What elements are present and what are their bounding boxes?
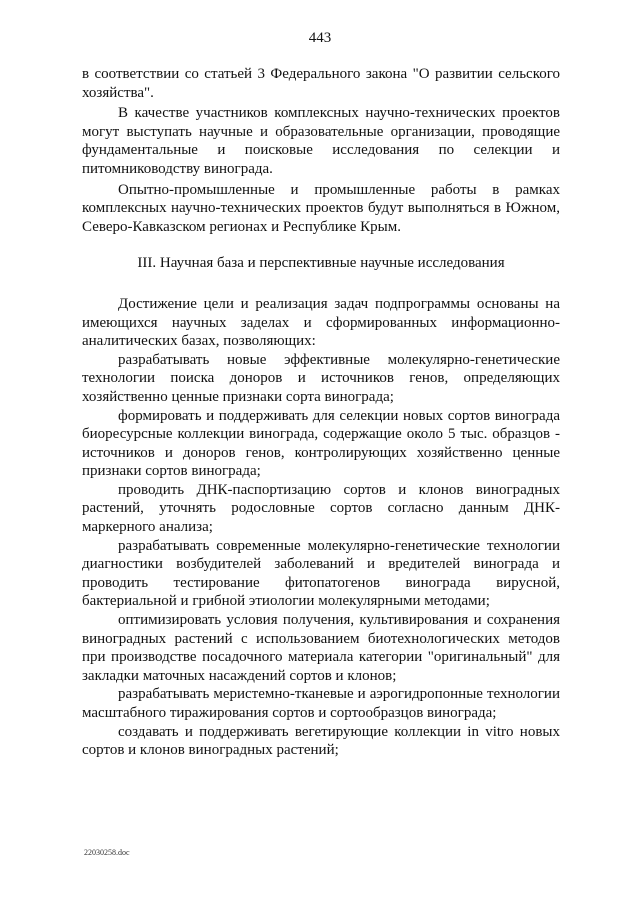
list-item: проводить ДНК-паспортизацию сортов и клонов виноградных растений, уточнять родословные сортов согласно данным ДНК-маркерного анализа; [82,481,560,536]
page-number: 443 [308,30,332,46]
list-item: создавать и поддерживать вегетирующие коллекции in vitro новых сортов и клонов виноградных растений; [82,723,560,759]
paragraph: в соответствии со статьей 3 Федерального закона "О развитии сельского хозяйства". [82,66,560,101]
section-heading: III. Научная база и перспективные научные исследования [137,255,505,272]
list-item: разрабатывать меристемно-тканевые и аэрогидропонные технологии масштабного тиражирования сортов и сортообразцов винограда; [82,686,560,721]
footer-filename: 22030258.doc [84,848,130,857]
paragraph: Опытно-промышленные и промышленные работы в рамках комплексных научно-технических проектов будут выполняться в Южном, Северо-Кавказском регионах и Республике Крым. [82,181,560,235]
paragraph: Достижение цели и реализация задач подпрограммы основаны на имеющихся научных заделах и сформированных информационно-аналитических базах, позволяющих: [82,295,560,350]
list-item: формировать и поддерживать для селекции новых сортов винограда биоресурсные коллекции винограда, содержащие около 5 тыс. образцов - источников и доноров генов, контролирующих хозяйственно ценные признаки сортов винограда; [82,407,560,480]
list-item: разрабатывать современные молекулярно-генетические технологии диагностики возбудителей заболеваний и вредителей винограда и проводить тестирование фитопатогенов винограда вирусной, бактериальной и грибной этиологии молекулярными методами; [82,537,560,610]
list-item: оптимизировать условия получения, культивирования и сохранения виноградных растений с использованием биотехнологических методов при производстве посадочного материала категории "оригинальный" для закладки маточных насаждений сортов и клонов; [82,612,560,684]
document-body [82,65,560,760]
list-item: разрабатывать новые эффективные молекулярно-генетические технологии поиска доноров и источников генов, определяющих хозяйственно ценные признаки сорта винограда; [82,351,560,405]
paragraph: В качестве участников комплексных научно-технических проектов могут выступать научные и образовательные организации, проводящие фундаментальные и поисковые исследования по селекции и питомниководству винограда. [82,105,560,177]
